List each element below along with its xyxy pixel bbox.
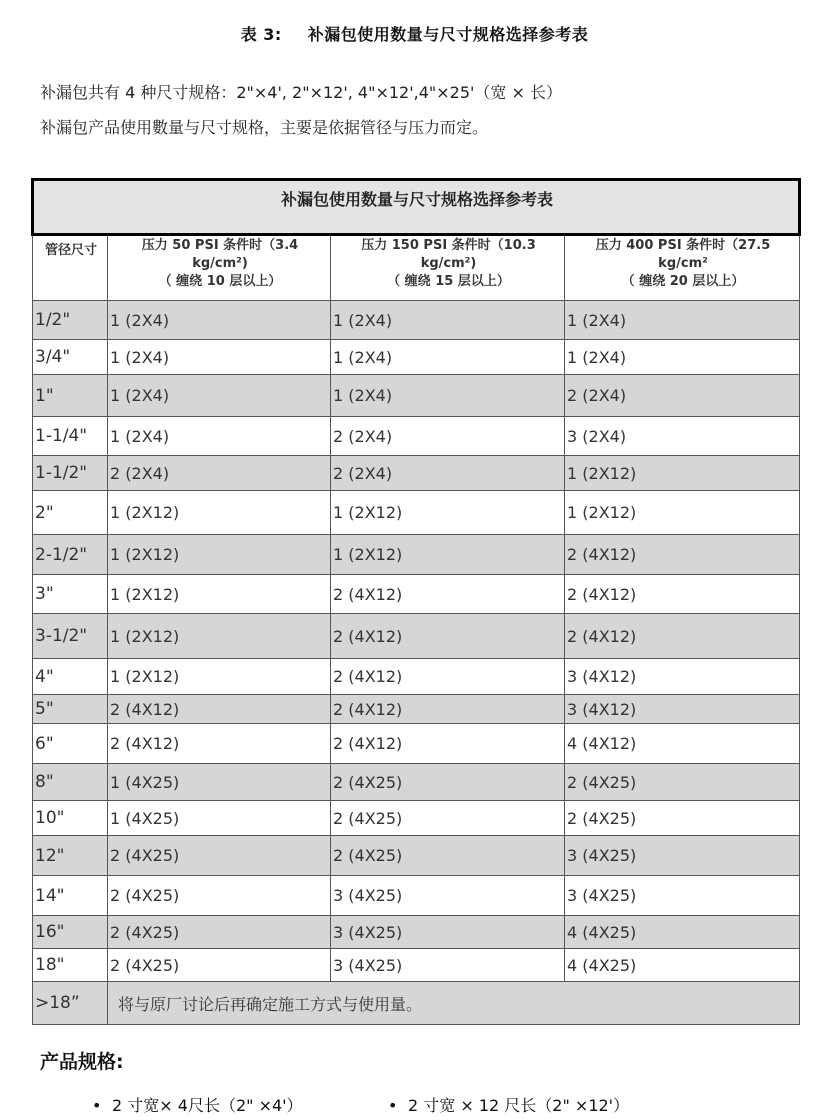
cell-pipe-size: 2" <box>33 491 108 535</box>
cell-p400: 4 (4X12) <box>565 724 800 764</box>
cell-p150: 3 (4X25) <box>331 916 565 949</box>
cell-p400: 4 (4X25) <box>565 916 800 949</box>
cell-p50: 1 (2X4) <box>108 340 331 375</box>
cell-p50: 1 (2X12) <box>108 535 331 575</box>
note-text: 将与原厂讨论后再确定施工方式与使用量。 <box>108 982 800 1025</box>
cell-p50: 1 (2X4) <box>108 417 331 456</box>
table-row <box>33 724 800 764</box>
table-row <box>33 949 800 982</box>
cell-p400: 3 (4X25) <box>565 876 800 916</box>
note-pipe-size: >18” <box>33 982 108 1025</box>
header-p400-line1: 压力 400 PSI 条件时（27.5 <box>595 238 771 253</box>
cell-p400: 3 (4X25) <box>565 836 800 876</box>
table-row <box>33 836 800 876</box>
cell-p400: 2 (4X12) <box>565 575 800 614</box>
cell-p400: 3 (2X4) <box>565 417 800 456</box>
cell-pipe-size: 3/4" <box>33 340 108 375</box>
cell-p50: 1 (2X12) <box>108 491 331 535</box>
table-title: 补漏包使用数量与尺寸规格选择参考表 <box>33 180 800 235</box>
cell-pipe-size: 4" <box>33 659 108 695</box>
table-row <box>33 375 800 417</box>
cell-pipe-size: 18" <box>33 949 108 982</box>
table-row <box>33 491 800 535</box>
cell-p150: 2 (4X12) <box>331 724 565 764</box>
cell-p400: 3 (4X12) <box>565 695 800 724</box>
cell-p50: 1 (4X25) <box>108 764 331 801</box>
cell-p50: 1 (4X25) <box>108 801 331 836</box>
cell-p150: 3 (4X25) <box>331 876 565 916</box>
table-row <box>33 340 800 375</box>
cell-p150: 1 (2X4) <box>331 340 565 375</box>
header-p400-line3: （ 缠绕 20 层以上） <box>621 274 745 289</box>
cell-p150: 3 (4X25) <box>331 949 565 982</box>
heading-label: 表 3: <box>240 25 282 44</box>
cell-pipe-size: 2-1/2" <box>33 535 108 575</box>
cell-pipe-size: 1/2" <box>33 301 108 340</box>
table-row <box>33 916 800 949</box>
cell-p150: 2 (4X25) <box>331 764 565 801</box>
table-row <box>33 614 800 659</box>
cell-p400: 2 (4X25) <box>565 801 800 836</box>
cell-p50: 1 (2X12) <box>108 659 331 695</box>
cell-p150: 1 (2X4) <box>331 301 565 340</box>
table-row <box>33 456 800 491</box>
intro-line-1: 补漏包共有 4 种尺寸规格：2"×4', 2"×12', 4"×12',4"×25'（宽 × 长） <box>40 83 562 102</box>
cell-p50: 1 (2X4) <box>108 375 331 417</box>
table-row <box>33 535 800 575</box>
header-p150-line2: kg/cm²) <box>420 256 477 271</box>
cell-p50: 2 (4X25) <box>108 916 331 949</box>
spec-item-text: 2 寸宽× 4尺长（2" ×4'） <box>112 1096 303 1115</box>
cell-pipe-size: 1-1/2" <box>33 456 108 491</box>
table-row <box>33 764 800 801</box>
cell-p150: 2 (2X4) <box>331 456 565 491</box>
cell-p150: 2 (4X12) <box>331 695 565 724</box>
header-p150-line1: 压力 150 PSI 条件时（10.3 <box>361 238 536 253</box>
header-p50-line1: 压力 50 PSI 条件时（3.4 <box>141 238 299 253</box>
header-p150-line3: （ 缠绕 15 层以上） <box>387 274 510 289</box>
reference-table <box>31 178 801 1025</box>
header-p400-line2: kg/cm² <box>658 256 708 271</box>
table-row <box>33 801 800 836</box>
cell-p150: 2 (4X12) <box>331 659 565 695</box>
spec-item <box>388 1093 629 1116</box>
cell-p50: 2 (4X25) <box>108 836 331 876</box>
header-pressure-400 <box>565 235 800 301</box>
cell-p400: 1 (2X4) <box>565 340 800 375</box>
cell-p150: 2 (4X25) <box>331 801 565 836</box>
cell-p150: 1 (2X12) <box>331 535 565 575</box>
cell-p400: 2 (4X12) <box>565 535 800 575</box>
cell-p150: 2 (2X4) <box>331 417 565 456</box>
cell-pipe-size: 14" <box>33 876 108 916</box>
cell-pipe-size: 16" <box>33 916 108 949</box>
header-p50-line3: （ 缠绕 10 层以上） <box>158 274 282 289</box>
cell-p50: 2 (4X25) <box>108 949 331 982</box>
cell-p50: 1 (2X12) <box>108 614 331 659</box>
cell-p50: 2 (4X12) <box>108 695 331 724</box>
header-p50-line2: kg/cm²) <box>192 256 248 271</box>
cell-pipe-size: 1" <box>33 375 108 417</box>
cell-pipe-size: 3" <box>33 575 108 614</box>
cell-p150: 1 (2X12) <box>331 491 565 535</box>
table-row <box>33 876 800 916</box>
cell-pipe-size: 10" <box>33 801 108 836</box>
cell-p150: 1 (2X4) <box>331 375 565 417</box>
table-row <box>33 695 800 724</box>
cell-p50: 2 (2X4) <box>108 456 331 491</box>
page-heading <box>0 22 829 45</box>
cell-p150: 2 (4X12) <box>331 575 565 614</box>
cell-pipe-size: 8" <box>33 764 108 801</box>
table-row <box>33 659 800 695</box>
table-row <box>33 301 800 340</box>
header-pressure-150 <box>331 235 565 301</box>
table-note-row <box>33 982 800 1025</box>
cell-pipe-size: 5" <box>33 695 108 724</box>
cell-p50: 1 (2X4) <box>108 301 331 340</box>
cell-pipe-size: 6" <box>33 724 108 764</box>
cell-pipe-size: 12" <box>33 836 108 876</box>
spec-item-text: 2 寸宽 × 12 尺长（2" ×12'） <box>408 1096 630 1115</box>
cell-p400: 2 (2X4) <box>565 375 800 417</box>
cell-pipe-size: 1-1/4" <box>33 417 108 456</box>
header-pressure-50 <box>108 235 331 301</box>
cell-p50: 2 (4X25) <box>108 876 331 916</box>
cell-p400: 3 (4X12) <box>565 659 800 695</box>
cell-p400: 1 (2X4) <box>565 301 800 340</box>
cell-p400: 4 (4X25) <box>565 949 800 982</box>
cell-p400: 2 (4X25) <box>565 764 800 801</box>
cell-p150: 2 (4X12) <box>331 614 565 659</box>
heading-title: 补漏包使用数量与尺寸规格选择参考表 <box>307 25 589 44</box>
spec-title: 产品规格: <box>40 1051 124 1073</box>
cell-p400: 1 (2X12) <box>565 456 800 491</box>
cell-pipe-size: 3-1/2" <box>33 614 108 659</box>
cell-p150: 2 (4X25) <box>331 836 565 876</box>
cell-p50: 1 (2X12) <box>108 575 331 614</box>
spec-item <box>92 1093 303 1116</box>
bullet-icon: • <box>92 1096 102 1115</box>
header-pipe-size: 管径尺寸 <box>33 235 108 301</box>
bullet-icon: • <box>388 1096 398 1115</box>
cell-p50: 2 (4X12) <box>108 724 331 764</box>
table-row <box>33 575 800 614</box>
cell-p400: 2 (4X12) <box>565 614 800 659</box>
table-row <box>33 417 800 456</box>
cell-p400: 1 (2X12) <box>565 491 800 535</box>
intro-line-2: 补漏包产品使用數量与尺寸规格，主要是依据管径与压力而定。 <box>40 118 489 137</box>
